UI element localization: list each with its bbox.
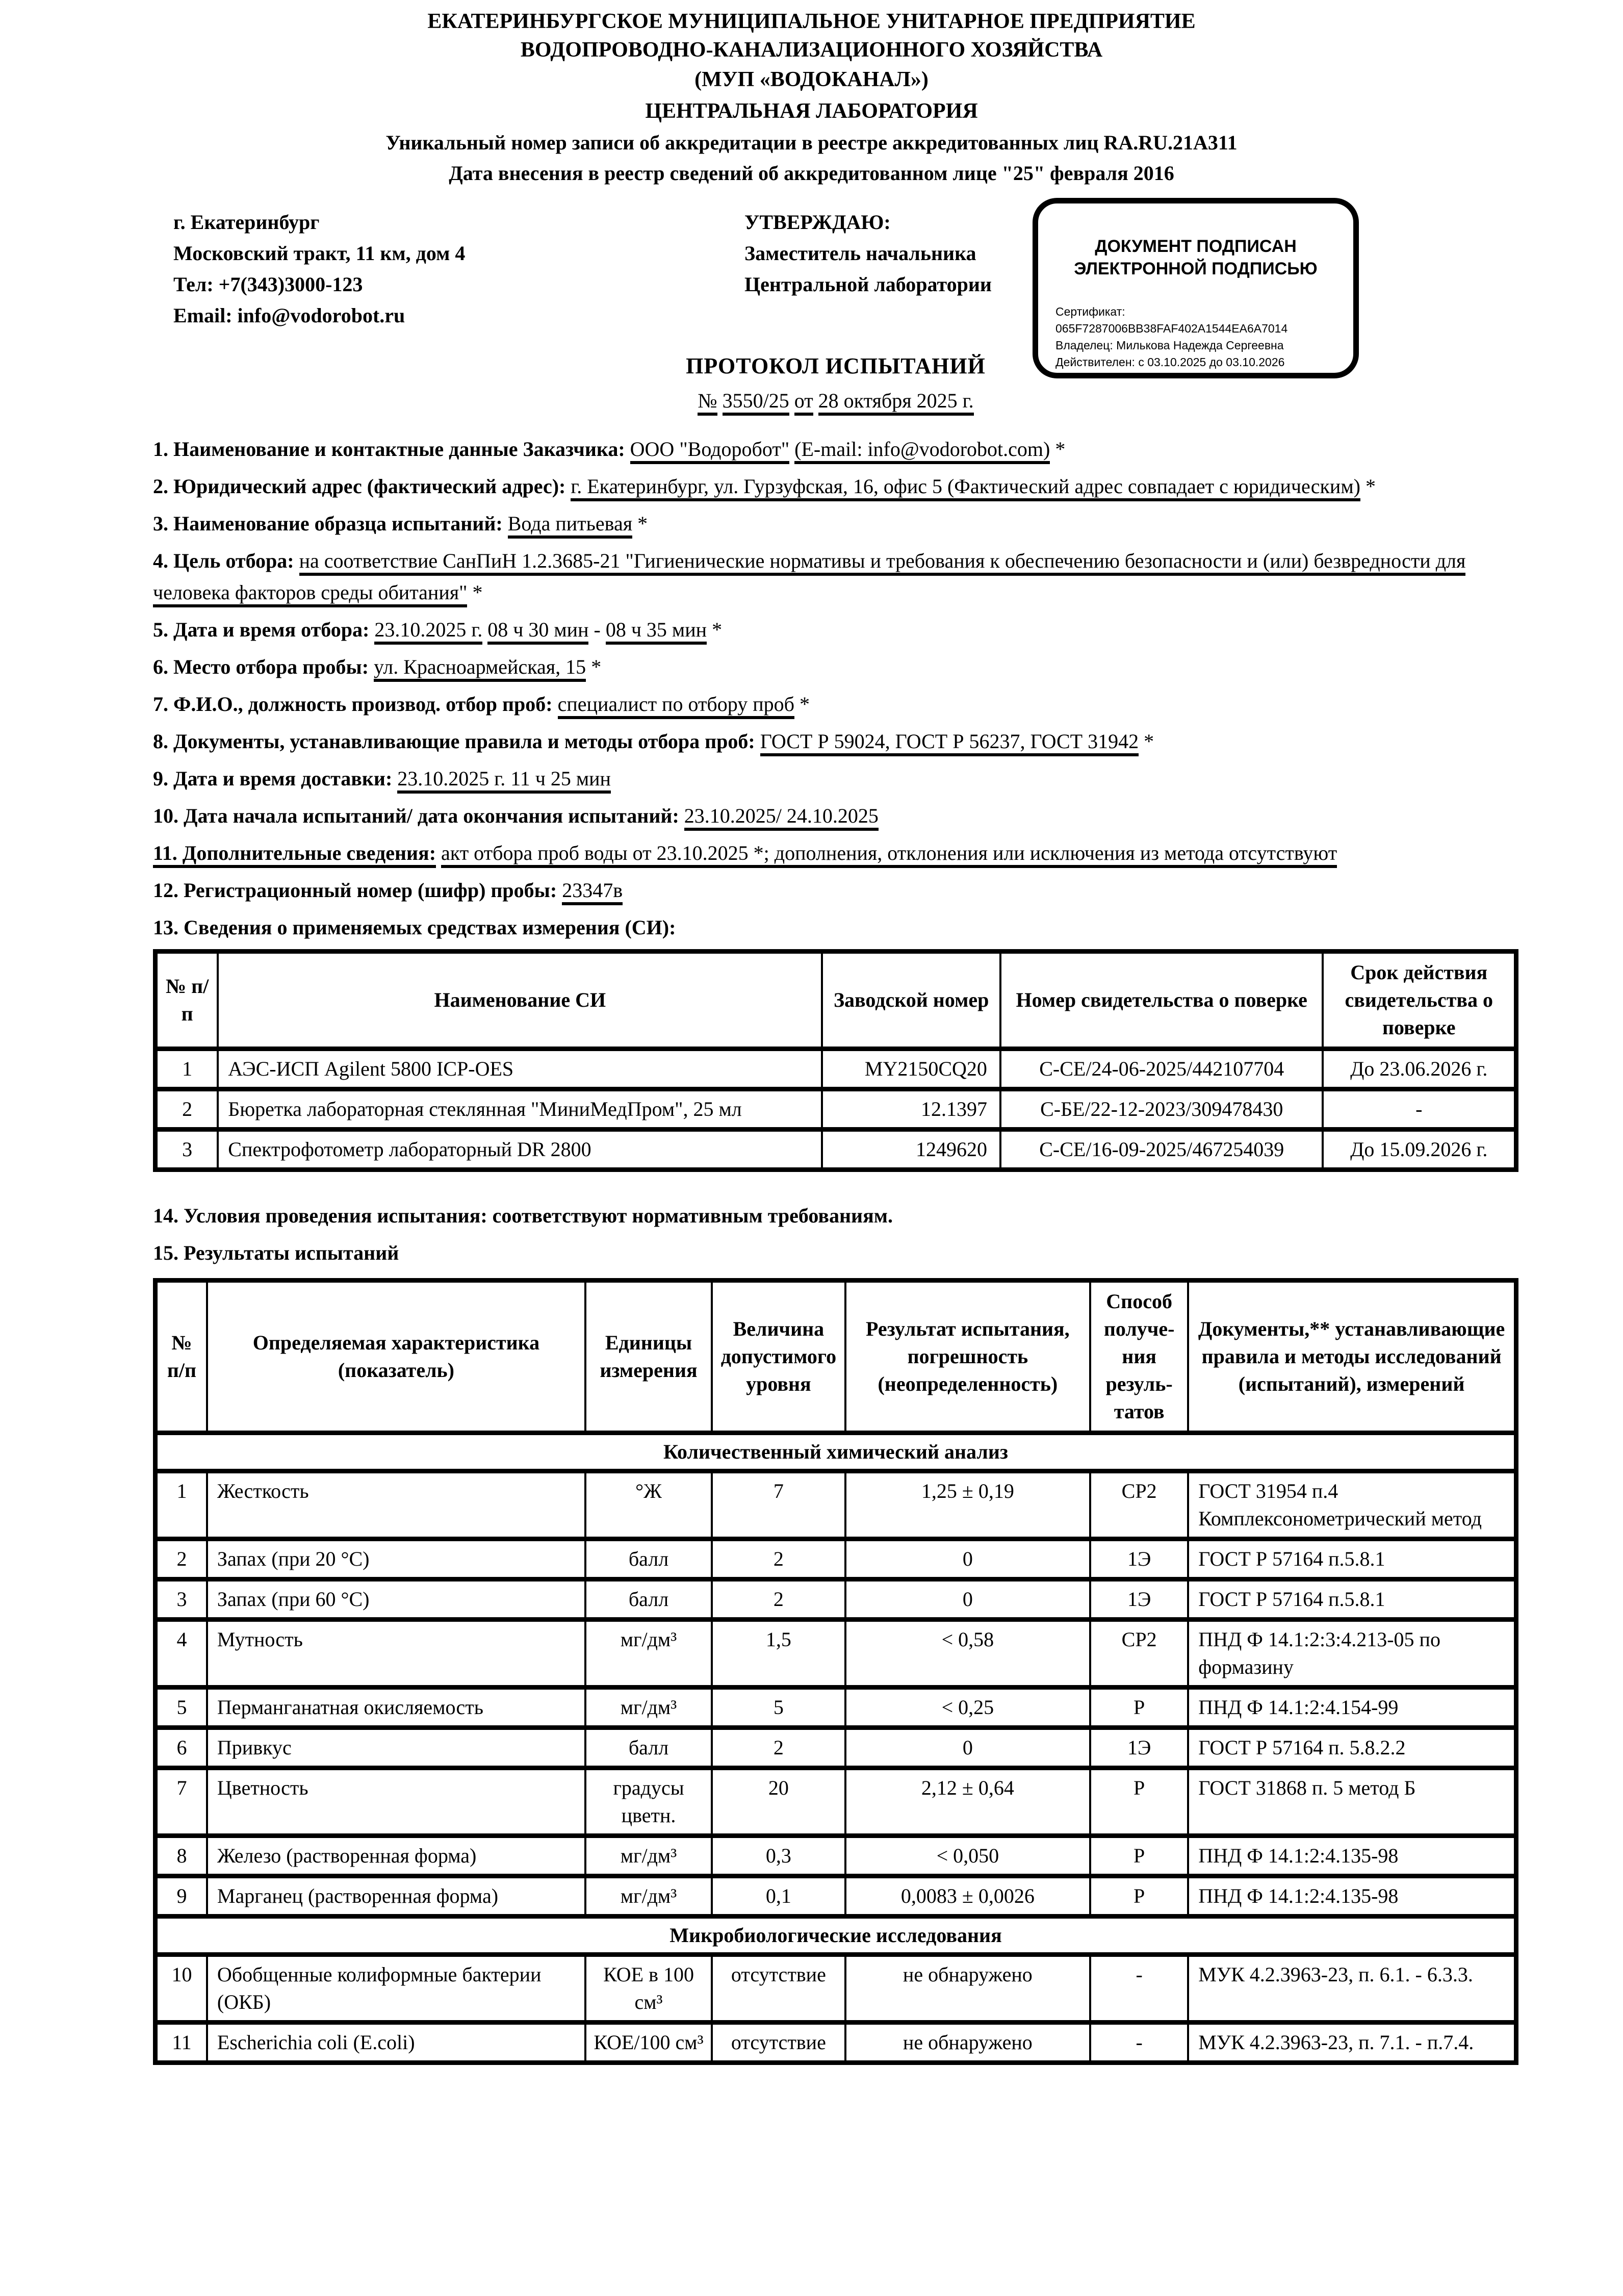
result-cell-method: Р xyxy=(1090,1876,1188,1917)
item-value-part xyxy=(503,512,508,535)
result-cell-result: 0 xyxy=(845,1539,1090,1579)
instruments-table-body xyxy=(156,1049,1516,1170)
result-row xyxy=(156,1579,1516,1620)
protocol-number-line xyxy=(153,389,1518,413)
result-cell-limit: 2 xyxy=(712,1539,845,1579)
column-header: Срок действия свидетельства о поверке xyxy=(1323,952,1516,1049)
item-value-part xyxy=(294,549,299,572)
document-item xyxy=(153,651,1518,683)
document-item xyxy=(153,1237,1518,1269)
column-header: Единицы измерения xyxy=(585,1281,712,1433)
result-cell-method: - xyxy=(1090,1955,1188,2023)
protocol-number-part xyxy=(717,389,723,412)
instrument-row xyxy=(156,1049,1516,1089)
lab-name: ЦЕНТРАЛЬНАЯ ЛАБОРАТОРИЯ xyxy=(645,99,978,123)
stamp-title-line2: ЭЛЕКТРОННОЙ ПОДПИСЬЮ xyxy=(1074,259,1318,278)
document-item xyxy=(153,471,1518,502)
item-label: 7. Ф.И.О., должность производ. отбор проб: xyxy=(153,693,553,716)
instruments-table-head xyxy=(156,952,1516,1049)
document-item xyxy=(153,800,1518,832)
item-value-part: * xyxy=(794,693,810,716)
instrument-cell-certificate: С-СЕ/24-06-2025/442107704 xyxy=(1000,1049,1323,1089)
instruments-table xyxy=(153,949,1518,1172)
result-cell-unit: КОЕ/100 см³ xyxy=(585,2023,712,2063)
registry-date-line: Дата внесения в реестр сведений об аккредитованном лице "25" февраля 2016 xyxy=(449,162,1174,185)
result-row xyxy=(156,1955,1516,2023)
document-item xyxy=(153,912,1518,943)
protocol-number-part: 3550/25 xyxy=(723,389,789,416)
item-label: 1. Наименование и контактные данные Заказчика: xyxy=(153,438,625,461)
result-cell-result: 0 xyxy=(845,1728,1090,1768)
item-value-part xyxy=(392,767,397,790)
item-value-part: 08 ч 35 мин xyxy=(606,618,707,645)
result-cell-limit: 2 xyxy=(712,1579,845,1620)
item-value-part: 23.10.2025 г. xyxy=(374,618,482,645)
item-label: 11. Дополнительные сведения: xyxy=(153,841,436,868)
item-value-part: - xyxy=(588,618,606,641)
item-label: 15. Результаты испытаний xyxy=(153,1241,399,1264)
item-label: 9. Дата и время доставки: xyxy=(153,767,393,790)
result-cell-result: < 0,25 xyxy=(845,1688,1090,1728)
result-cell-num: 4 xyxy=(156,1620,207,1688)
org-header xyxy=(0,0,1623,189)
result-cell-limit: 2 xyxy=(712,1728,845,1768)
result-cell-docs: МУК 4.2.3963-23, п. 6.1. - 6.3.3. xyxy=(1188,1955,1516,2023)
approver-position-line2: Центральной лаборатории xyxy=(744,273,992,296)
result-cell-docs: МУК 4.2.3963-23, п. 7.1. - п.7.4. xyxy=(1188,2023,1516,2063)
column-header: Заводской номер xyxy=(822,952,1000,1049)
result-cell-limit: отсутствие xyxy=(712,2023,845,2063)
result-cell-method: Р xyxy=(1090,1768,1188,1836)
result-cell-name: Обобщенные колиформные бактерии (ОКБ) xyxy=(207,1955,585,2023)
item-value-part xyxy=(369,655,374,678)
accreditation-line: Уникальный номер записи об аккредитации в реестре аккредитованных лиц RA.RU.21А311 xyxy=(385,131,1238,154)
table-header-row xyxy=(156,952,1516,1049)
item-value-part: * xyxy=(632,512,648,535)
item-label: 14. Условия проведения испытания: соответствуют нормативным требованиям. xyxy=(153,1204,893,1227)
column-header: № п/п xyxy=(156,1281,207,1433)
document-item xyxy=(153,545,1518,608)
column-header: Определяемая характеристика (показатель) xyxy=(207,1281,585,1433)
result-cell-result: 1,25 ± 0,19 xyxy=(845,1471,1090,1539)
item-label: 13. Сведения о применяемых средствах измерения (СИ): xyxy=(153,916,676,939)
result-cell-name: Привкус xyxy=(207,1728,585,1768)
result-cell-unit: балл xyxy=(585,1579,712,1620)
result-cell-method: Р xyxy=(1090,1688,1188,1728)
instrument-cell-num: 3 xyxy=(156,1130,218,1170)
item-value-part xyxy=(789,438,794,461)
result-cell-docs: ГОСТ 31868 п. 5 метод Б xyxy=(1188,1768,1516,1836)
result-cell-method: 1Э xyxy=(1090,1728,1188,1768)
stamp-title-line1: ДОКУМЕНТ ПОДПИСАН xyxy=(1095,237,1297,256)
instrument-cell-name: АЭС-ИСП Agilent 5800 ICP-OES xyxy=(218,1049,822,1089)
item-value-part: ГОСТ Р 59024, ГОСТ Р 56237, ГОСТ 31942 xyxy=(760,730,1139,756)
protocol-number-part xyxy=(789,389,794,412)
item-value-part: Вода питьевая xyxy=(508,512,632,539)
column-header: Способ получения результатов xyxy=(1090,1281,1188,1433)
instrument-cell-serial: 12.1397 xyxy=(822,1089,1000,1130)
result-cell-num: 10 xyxy=(156,1955,207,2023)
result-cell-num: 11 xyxy=(156,2023,207,2063)
result-cell-docs: ГОСТ Р 57164 п.5.8.1 xyxy=(1188,1539,1516,1579)
result-cell-limit: 5 xyxy=(712,1688,845,1728)
document-item xyxy=(153,726,1518,757)
column-header: Номер свидетельства о поверке xyxy=(1000,952,1323,1049)
result-cell-result: не обнаружено xyxy=(845,2023,1090,2063)
result-cell-name: Запах (при 20 °С) xyxy=(207,1539,585,1579)
header-mid-section xyxy=(153,189,1518,433)
result-cell-limit: отсутствие xyxy=(712,1955,845,2023)
item-value-part: * xyxy=(467,581,483,604)
result-cell-unit: балл xyxy=(585,1539,712,1579)
item-value-part: ул. Красноармейская, 15 xyxy=(374,655,586,682)
document-item xyxy=(153,763,1518,795)
result-cell-name: Перманганатная окисляемость xyxy=(207,1688,585,1728)
item-label: 10. Дата начала испытаний/ дата окончания испытаний: xyxy=(153,804,679,827)
contact-phone: Тел: +7(343)3000-123 xyxy=(173,273,363,296)
protocol-number-part: № xyxy=(698,389,717,416)
item-value-part: * xyxy=(1139,730,1154,753)
item-value-part: * xyxy=(707,618,723,641)
instrument-cell-certificate: С-СЕ/16-09-2025/467254039 xyxy=(1000,1130,1323,1170)
result-cell-name: Escherichia coli (E.coli) xyxy=(207,2023,585,2063)
instrument-cell-serial: 1249620 xyxy=(822,1130,1000,1170)
item-label: 12. Регистрационный номер (шифр) пробы: xyxy=(153,879,557,902)
column-header: Величина допустимого уровня xyxy=(712,1281,845,1433)
instrument-row xyxy=(156,1130,1516,1170)
results-table xyxy=(153,1278,1518,2065)
item-label: 6. Место отбора пробы: xyxy=(153,655,369,678)
result-cell-unit: мг/дм³ xyxy=(585,1688,712,1728)
result-row xyxy=(156,1836,1516,1876)
section-row xyxy=(156,1433,1516,1471)
protocol-title: ПРОТОКОЛ ИСПЫТАНИЙ xyxy=(686,353,986,378)
instrument-cell-valid_until: До 15.09.2026 г. xyxy=(1323,1130,1516,1170)
items-section-1 xyxy=(153,433,1518,943)
item-value-part xyxy=(625,438,630,461)
column-header: Наименование СИ xyxy=(218,952,822,1049)
result-cell-method: СР2 xyxy=(1090,1471,1188,1539)
item-value-part: на соответствие СанПиН 1.2.3685-21 "Гигиенические нормативы и требования к обеспечению безопасности и (или) безвредности для человека факторов среды обитания" xyxy=(153,549,1465,607)
item-value-part xyxy=(436,841,441,864)
document-item xyxy=(153,837,1518,869)
item-value-part: 23.10.2025/ 24.10.2025 xyxy=(684,804,879,831)
result-row xyxy=(156,1768,1516,1836)
result-cell-name: Железо (растворенная форма) xyxy=(207,1836,585,1876)
result-cell-name: Запах (при 60 °С) xyxy=(207,1579,585,1620)
result-cell-result: 0 xyxy=(845,1579,1090,1620)
result-cell-docs: ГОСТ Р 57164 п.5.8.1 xyxy=(1188,1579,1516,1620)
results-table-head xyxy=(156,1281,1516,1433)
result-cell-method: - xyxy=(1090,2023,1188,2063)
result-cell-name: Мутность xyxy=(207,1620,585,1688)
result-cell-num: 2 xyxy=(156,1539,207,1579)
item-value-part: 08 ч 30 мин xyxy=(487,618,588,645)
approver-position-line1: Заместитель начальника xyxy=(744,242,976,265)
item-label: 2. Юридический адрес (фактический адрес): xyxy=(153,475,566,498)
instrument-cell-serial: MY2150CQ20 xyxy=(822,1049,1000,1089)
item-label: 5. Дата и время отбора: xyxy=(153,618,370,641)
result-cell-name: Цветность xyxy=(207,1768,585,1836)
item-value-part: * xyxy=(586,655,602,678)
column-header: Документы,** устанавливающие правила и методы исследований (испытаний), измерений xyxy=(1188,1281,1516,1433)
item-value-part: специалист по отбору проб xyxy=(558,693,794,719)
result-row xyxy=(156,1876,1516,1917)
column-header: № п/п xyxy=(156,952,218,1049)
instrument-cell-certificate: С-БЕ/22-12-2023/309478430 xyxy=(1000,1089,1323,1130)
instrument-cell-valid_until: - xyxy=(1323,1089,1516,1130)
result-cell-unit: мг/дм³ xyxy=(585,1620,712,1688)
result-cell-docs: ПНД Ф 14.1:2:4.135-98 xyxy=(1188,1876,1516,1917)
document-item xyxy=(153,433,1518,465)
result-cell-num: 7 xyxy=(156,1768,207,1836)
result-cell-limit: 20 xyxy=(712,1768,845,1836)
result-cell-docs: ПНД Ф 14.1:2:4.135-98 xyxy=(1188,1836,1516,1876)
result-cell-method: Р xyxy=(1090,1836,1188,1876)
stamp-owner: Владелец: Милькова Надежда Сергеевна xyxy=(1055,339,1284,352)
instrument-row xyxy=(156,1089,1516,1130)
org-name-line2: ВОДОПРОВОДНО-КАНАЛИЗАЦИОННОГО ХОЗЯЙСТВА xyxy=(520,38,1103,62)
lab-contacts xyxy=(173,207,465,331)
result-cell-unit: мг/дм³ xyxy=(585,1876,712,1917)
column-header: Результат испытания, погрешность (неопределенность) xyxy=(845,1281,1090,1433)
results-table-body xyxy=(156,1433,1516,2063)
result-cell-unit: мг/дм³ xyxy=(585,1836,712,1876)
org-name-line3: (МУП «ВОДОКАНАЛ») xyxy=(694,68,929,91)
item-value-part xyxy=(565,475,571,498)
result-row xyxy=(156,1728,1516,1768)
item-value-part xyxy=(679,804,684,827)
result-cell-docs: ГОСТ 31954 п.4 Комплексонометрический метод xyxy=(1188,1471,1516,1539)
stamp-certificate: Сертификат: 065F7287006BB38FAF402A1544EA6A7014 xyxy=(1055,305,1288,335)
stamp-validity: Действителен: с 03.10.2025 до 03.10.2026 xyxy=(1055,355,1285,369)
item-value-part xyxy=(557,879,562,902)
result-cell-unit: балл xyxy=(585,1728,712,1768)
section-row xyxy=(156,1917,1516,1955)
result-cell-result: 2,12 ± 0,64 xyxy=(845,1768,1090,1836)
result-row xyxy=(156,1539,1516,1579)
document-body xyxy=(153,433,1518,2065)
result-cell-num: 3 xyxy=(156,1579,207,1620)
item-value-part: ООО "Водоробот" xyxy=(630,438,790,464)
result-cell-limit: 0,3 xyxy=(712,1836,845,1876)
result-cell-num: 6 xyxy=(156,1728,207,1768)
document-item xyxy=(153,688,1518,720)
instrument-cell-name: Бюретка лабораторная стеклянная "МиниМедПром", 25 мл xyxy=(218,1089,822,1130)
result-cell-num: 9 xyxy=(156,1876,207,1917)
document-item xyxy=(153,508,1518,540)
result-cell-method: 1Э xyxy=(1090,1539,1188,1579)
result-cell-num: 8 xyxy=(156,1836,207,1876)
protocol-number-part xyxy=(813,389,818,412)
item-value-part xyxy=(369,618,374,641)
instrument-cell-valid_until: До 23.06.2026 г. xyxy=(1323,1049,1516,1089)
result-cell-result: < 0,050 xyxy=(845,1836,1090,1876)
result-cell-result: < 0,58 xyxy=(845,1620,1090,1688)
result-cell-method: 1Э xyxy=(1090,1579,1188,1620)
instrument-cell-num: 1 xyxy=(156,1049,218,1089)
result-cell-method: СР2 xyxy=(1090,1620,1188,1688)
result-cell-num: 5 xyxy=(156,1688,207,1728)
item-value-part: акт отбора проб воды от 23.10.2025 *; дополнения, отклонения или исключения из метода отсутствуют xyxy=(441,841,1337,868)
contact-city: г. Екатеринбург xyxy=(173,211,320,234)
document-item xyxy=(153,614,1518,646)
stamp-title xyxy=(1038,235,1353,280)
approval-block xyxy=(744,207,992,300)
result-cell-unit: КОЕ в 100 см³ xyxy=(585,1955,712,2023)
result-cell-unit: °Ж xyxy=(585,1471,712,1539)
item-value-part: г. Екатеринбург, ул. Гурзуфская, 16, офис 5 (Фактический адрес совпадает с юридическим) xyxy=(571,475,1360,501)
item-value-part xyxy=(553,693,558,716)
items-section-2 xyxy=(153,1200,1518,1269)
item-label: 8. Документы, устанавливающие правила и методы отбора проб: xyxy=(153,730,755,753)
protocol-number-part: 28 октября 2025 г. xyxy=(818,389,974,416)
e-signature-stamp xyxy=(1033,198,1359,378)
result-row xyxy=(156,1620,1516,1688)
protocol-number-part: от xyxy=(794,389,813,416)
result-cell-name: Жесткость xyxy=(207,1471,585,1539)
instrument-cell-name: Спектрофотометр лабораторный DR 2800 xyxy=(218,1130,822,1170)
section-title: Количественный химический анализ xyxy=(156,1433,1516,1471)
item-label: 3. Наименование образца испытаний: xyxy=(153,512,503,535)
result-cell-result: 0,0083 ± 0,0026 xyxy=(845,1876,1090,1917)
result-cell-name: Марганец (растворенная форма) xyxy=(207,1876,585,1917)
item-value-part: * xyxy=(1050,438,1066,461)
result-cell-docs: ПНД Ф 14.1:2:4.154-99 xyxy=(1188,1688,1516,1728)
document-item xyxy=(153,1200,1518,1232)
result-row xyxy=(156,1688,1516,1728)
approval-title: УТВЕРЖДАЮ: xyxy=(744,211,891,234)
result-cell-limit: 1,5 xyxy=(712,1620,845,1688)
item-value-part: * xyxy=(1360,475,1376,498)
item-value-part xyxy=(755,730,760,753)
table-header-row xyxy=(156,1281,1516,1433)
item-value-part: (E-mail: info@vodorobot.com) xyxy=(794,438,1050,464)
item-value-part: 23.10.2025 г. 11 ч 25 мин xyxy=(397,767,611,794)
contact-address: Московский тракт, 11 км, дом 4 xyxy=(173,242,466,265)
contact-email: Email: info@vodorobot.ru xyxy=(173,304,405,327)
section-title: Микробиологические исследования xyxy=(156,1917,1516,1955)
org-name-line1: ЕКАТЕРИНБУРГСКОЕ МУНИЦИПАЛЬНОЕ УНИТАРНОЕ ПРЕДПРИЯТИЕ xyxy=(427,10,1196,33)
result-cell-limit: 0,1 xyxy=(712,1876,845,1917)
result-row xyxy=(156,2023,1516,2063)
result-cell-docs: ГОСТ Р 57164 п. 5.8.2.2 xyxy=(1188,1728,1516,1768)
result-cell-unit: градусы цветн. xyxy=(585,1768,712,1836)
document-item xyxy=(153,875,1518,906)
result-cell-docs: ПНД Ф 14.1:2:3:4.213-05 по формазину xyxy=(1188,1620,1516,1688)
instrument-cell-num: 2 xyxy=(156,1089,218,1130)
item-value-part xyxy=(482,618,487,641)
result-cell-num: 1 xyxy=(156,1471,207,1539)
result-cell-limit: 7 xyxy=(712,1471,845,1539)
item-label: 4. Цель отбора: xyxy=(153,549,294,572)
item-value-part: 23347в xyxy=(562,879,623,905)
result-row xyxy=(156,1471,1516,1539)
result-cell-result: не обнаружено xyxy=(845,1955,1090,2023)
